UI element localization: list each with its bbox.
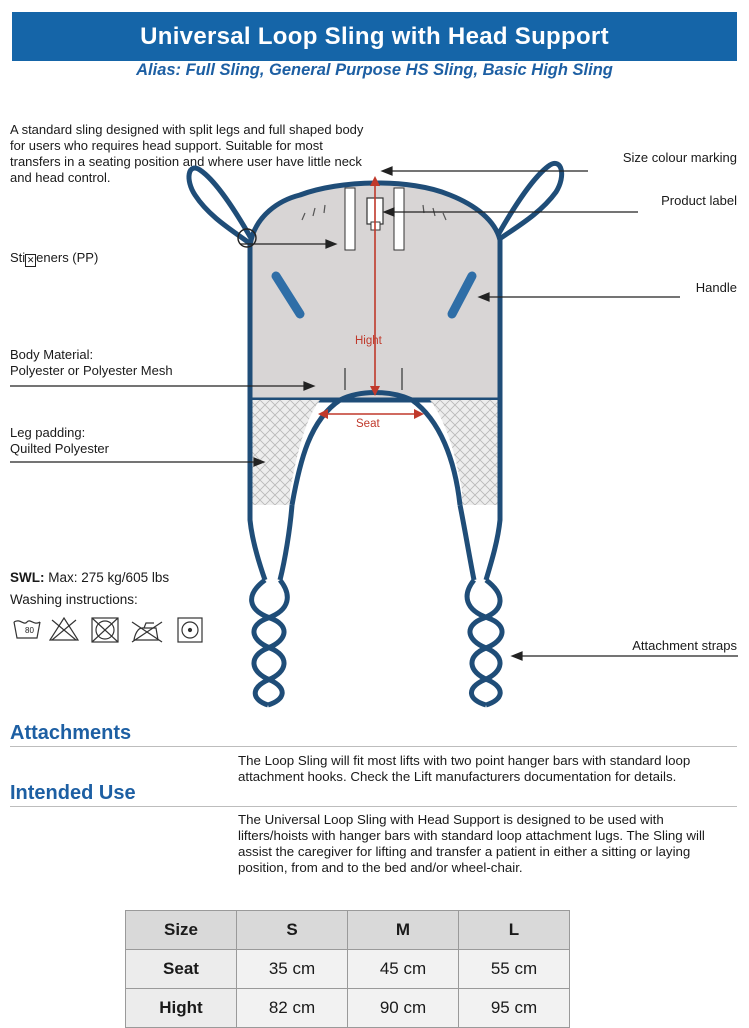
table-header-cell: S bbox=[237, 911, 348, 950]
attachments-rule bbox=[10, 746, 737, 747]
table-cell: 82 cm bbox=[237, 989, 348, 1028]
table-row-label: Hight bbox=[126, 989, 237, 1028]
stiffener-right bbox=[394, 188, 404, 250]
body-material-label: Body Material: bbox=[10, 347, 94, 362]
intended-rule bbox=[10, 806, 737, 807]
swl-line: SWL: Max: 275 kg/605 lbs bbox=[10, 570, 170, 585]
table-row-label: Seat bbox=[126, 950, 237, 989]
attachment-straps-label: Attachment straps bbox=[632, 638, 737, 653]
table-row bbox=[126, 989, 570, 1028]
attachments-heading: Attachments bbox=[10, 722, 132, 744]
wash-temp: 80 bbox=[25, 626, 34, 635]
product-label-label: Product label bbox=[661, 193, 737, 208]
table-cell: 90 cm bbox=[348, 989, 459, 1028]
table-cell: 55 cm bbox=[459, 950, 570, 989]
right-attachment-strap bbox=[467, 580, 502, 705]
table-header-cell: M bbox=[348, 911, 459, 950]
table-cell: 45 cm bbox=[348, 950, 459, 989]
seat-label: Seat bbox=[356, 418, 380, 430]
missing-glyph-icon: ✕ bbox=[26, 255, 35, 265]
stiffeners-label: Sti ✕ eners (PP) bbox=[10, 250, 99, 265]
left-attachment-strap bbox=[252, 580, 288, 705]
leg-padding-value: Quilted Polyester bbox=[10, 441, 109, 456]
washing-label: Washing instructions: bbox=[10, 592, 138, 607]
right-hanger-loop bbox=[498, 163, 562, 240]
intended-use-heading: Intended Use bbox=[10, 782, 136, 804]
left-hanger-loop bbox=[189, 168, 252, 245]
page-title: Universal Loop Sling with Head Support bbox=[12, 12, 737, 61]
table-header-row bbox=[126, 911, 570, 950]
table-cell: 95 cm bbox=[459, 989, 570, 1028]
table-header-cell: Size bbox=[126, 911, 237, 950]
leg-padding-area bbox=[250, 400, 320, 505]
leg-padding-label: Leg padding: bbox=[10, 425, 86, 440]
stiffener-left bbox=[345, 188, 355, 250]
size-colour-label: Size colour marking bbox=[622, 150, 737, 165]
size-table bbox=[125, 910, 570, 1028]
seat-curve bbox=[292, 393, 460, 506]
table-row bbox=[126, 950, 570, 989]
body-material-value: Polyester or Polyester Mesh bbox=[10, 363, 173, 378]
table-header-cell: L bbox=[459, 911, 570, 950]
attachments-text: The Loop Sling will fit most lifts with two point hanger bars with standard loop attachment hooks. Check the Lift manufacturers documentation for details. bbox=[238, 753, 691, 784]
alias-subtitle: Alias: Full Sling, General Purpose HS Sling, Basic High Sling bbox=[136, 61, 613, 79]
intended-use-text: The Universal Loop Sling with Head Support is designed to be used with lifters/hoists with hanger bars with standard loop attachment lugs. The Sling will assist the caregiver for lifting and transfer a patient in either a sitting or laying position, from and to the bed and/or wheel-chair. bbox=[238, 812, 705, 875]
intro-text: A standard sling designed with split legs and full shaped body for users who requires head support. Suitable for most transfers in a seating position and where user have little neck and head control. bbox=[10, 122, 364, 185]
hight-label: Hight bbox=[355, 335, 382, 347]
table-cell: 35 cm bbox=[237, 950, 348, 989]
handle-label: Handle bbox=[695, 280, 737, 295]
